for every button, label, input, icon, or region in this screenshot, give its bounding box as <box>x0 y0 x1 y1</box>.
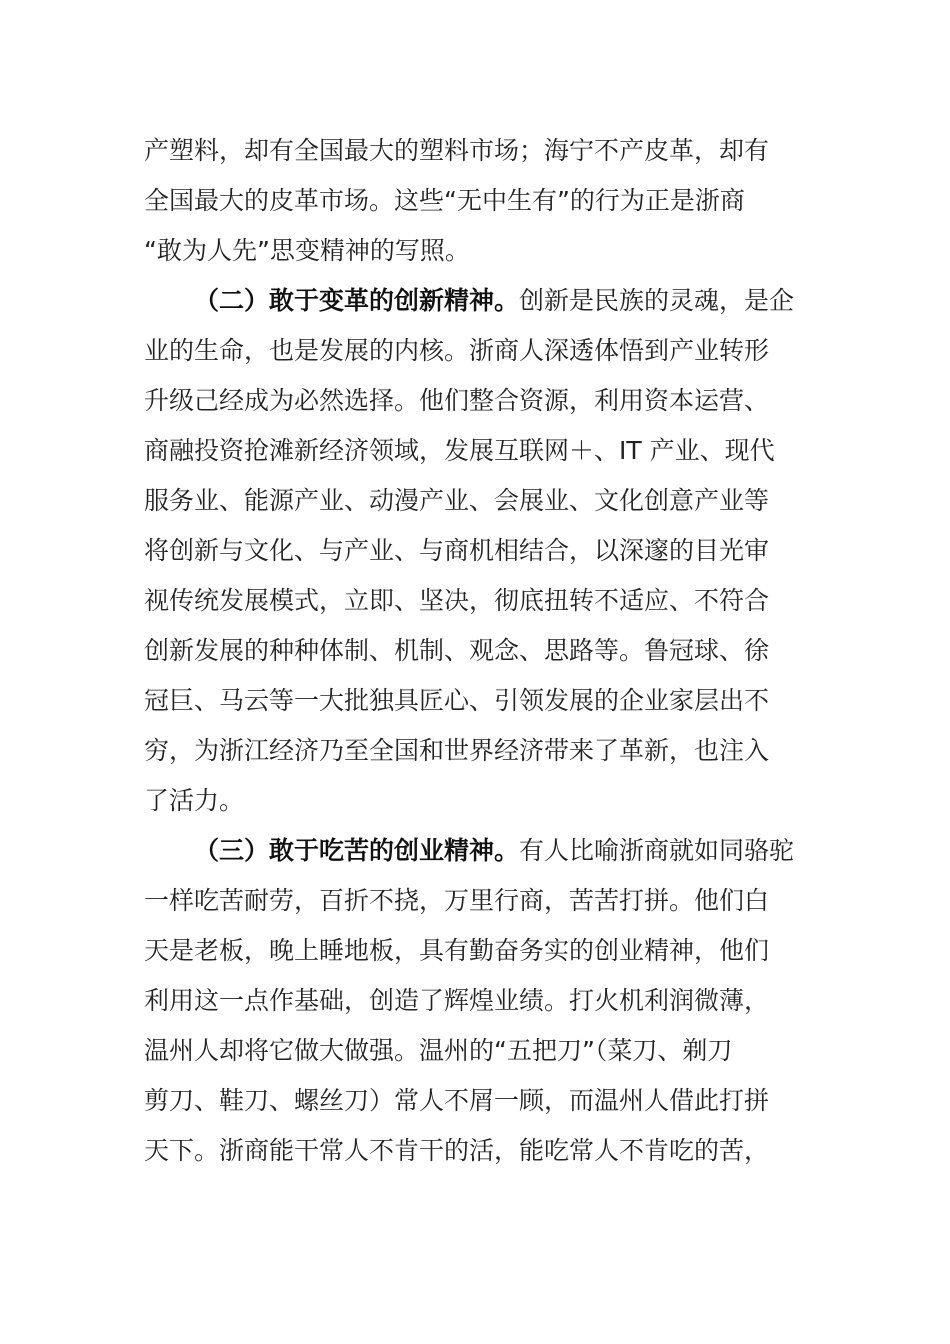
text-line <box>144 426 809 476</box>
text-line <box>144 776 809 826</box>
text-line <box>144 376 809 426</box>
text-line <box>144 326 809 376</box>
line-text: “敢为人先”思变精神的写照。 <box>144 236 470 265</box>
line-text: 视传统发展模式，立即、坚决，彻底扭转不适应、不符合 <box>144 586 770 615</box>
text-line <box>144 726 809 776</box>
line-text: 服务业、能源产业、动漫产业、会展业、文化创意产业等 <box>144 486 770 515</box>
line-text: 天下。浙商能干常人不肯干的活，能吃常人不肯吃的苦， <box>144 1136 770 1165</box>
line-text: 冠巨、马云等一大批独具匠心、引领发展的企业家层出不 <box>144 686 770 715</box>
text-line <box>144 476 809 526</box>
text-line <box>144 626 809 676</box>
section-heading: （三）敢于吃苦的创业精神。 <box>194 836 520 865</box>
line-text: 将创新与文化、与产业、与商机相结合，以深邃的目光审 <box>144 536 770 565</box>
line-text: 产塑料，却有全国最大的塑料市场；海宁不产皮革，却有 <box>144 136 770 165</box>
line-text: 温州人却将它做大做强。温州的“五把刀”（菜刀、剃刀 <box>144 1036 733 1065</box>
paragraph-heading-line <box>144 826 809 876</box>
line-text: 一样吃苦耐劳，百折不挠，万里行商，苦苦打拼。他们白 <box>144 886 770 915</box>
line-text: 穷，为浙江经济乃至全国和世界经济带来了革新，也注入 <box>144 736 770 765</box>
text-line <box>144 1026 809 1076</box>
line-text: 利用这一点作基础，创造了辉煌业绩。打火机利润微薄， <box>144 986 770 1015</box>
section-heading: （二）敢于变革的创新精神。 <box>194 286 520 315</box>
text-line <box>144 576 809 626</box>
line-text: 天是老板，晚上睡地板，具有勤奋务实的创业精神，他们 <box>144 936 770 965</box>
text-line <box>144 976 809 1026</box>
line-text: 创新发展的种种体制、机制、观念、思路等。鲁冠球、徐 <box>144 636 770 665</box>
text-line <box>144 126 809 176</box>
line-text: 全国最大的皮革市场。这些“无中生有”的行为正是浙商 <box>144 186 745 215</box>
paragraph-heading-line <box>144 276 809 326</box>
line-text: 剪刀、鞋刀、螺丝刀）常人不屑一顾，而温州人借此打拼 <box>144 1086 770 1115</box>
line-text: 业的生命，也是发展的内核。浙商人深透体悟到产业转形 <box>144 336 770 365</box>
line-text: 了活力。 <box>144 786 245 815</box>
text-line <box>144 676 809 726</box>
text-line <box>144 226 809 276</box>
text-line <box>144 176 809 226</box>
text-line <box>144 926 809 976</box>
body-text <box>144 126 809 1176</box>
line-text: 有人比喻浙商就如同骆驼 <box>519 836 795 865</box>
text-line <box>144 876 809 926</box>
line-text: 创新是民族的灵魂，是企 <box>519 286 795 315</box>
text-line <box>144 526 809 576</box>
text-line <box>144 1076 809 1126</box>
text-line <box>144 1126 809 1176</box>
line-text: 升级己经成为必然选择。他们整合资源，利用资本运营、 <box>144 386 770 415</box>
line-text: 商融投资抢滩新经济领域，发展互联网＋、IT 产业、现代 <box>144 436 775 465</box>
